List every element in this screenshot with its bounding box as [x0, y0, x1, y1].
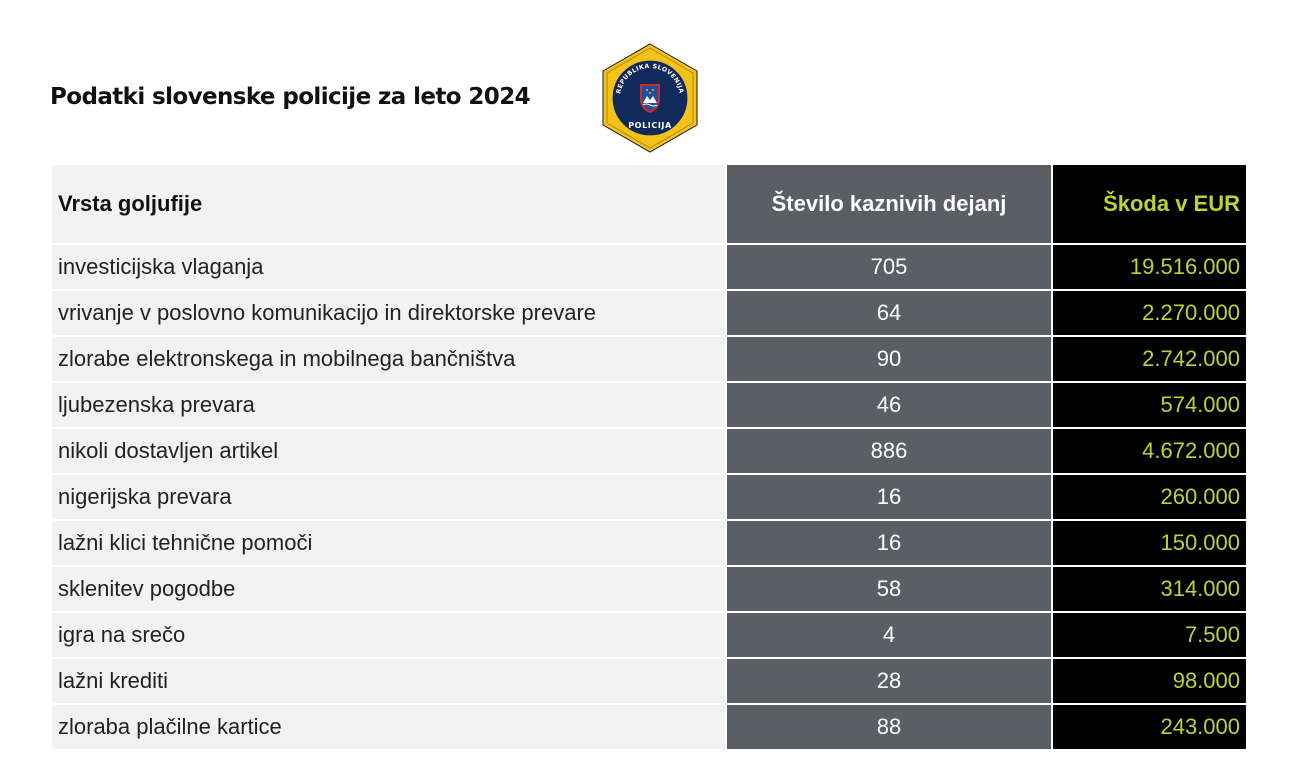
damage-cell: 2.270.000: [1052, 290, 1246, 336]
fraud-statistics-table: [52, 165, 1246, 749]
table-header-row: [52, 165, 1246, 244]
fraud-type-cell: zloraba plačilne kartice: [52, 704, 726, 749]
table-row: [52, 428, 1246, 474]
damage-cell: 314.000: [1052, 566, 1246, 612]
column-header-damage-eur: Škoda v EUR: [1052, 165, 1246, 244]
table-row: [52, 566, 1246, 612]
offense-count-cell: 58: [726, 566, 1052, 612]
fraud-type-cell: investicijska vlaganja: [52, 244, 726, 290]
column-header-fraud-type: Vrsta goljufije: [52, 165, 726, 244]
table-row: [52, 658, 1246, 704]
offense-count-cell: 16: [726, 520, 1052, 566]
fraud-type-cell: igra na srečo: [52, 612, 726, 658]
page-title: Podatki slovenske policije za leto 2024: [50, 84, 530, 110]
damage-cell: 98.000: [1052, 658, 1246, 704]
svg-text:POLICIJA: POLICIJA: [628, 121, 672, 130]
table-row: [52, 612, 1246, 658]
table-row: [52, 382, 1246, 428]
offense-count-cell: 886: [726, 428, 1052, 474]
damage-cell: 2.742.000: [1052, 336, 1246, 382]
svg-text:REPUBLIKA SLOVENIJA: REPUBLIKA SLOVENIJA: [615, 62, 685, 95]
police-badge-icon: [601, 43, 699, 153]
table-row: [52, 244, 1246, 290]
damage-cell: 574.000: [1052, 382, 1246, 428]
fraud-type-cell: lažni klici tehnične pomoči: [52, 520, 726, 566]
table-row: [52, 520, 1246, 566]
offense-count-cell: 4: [726, 612, 1052, 658]
offense-count-cell: 705: [726, 244, 1052, 290]
damage-cell: 4.672.000: [1052, 428, 1246, 474]
fraud-type-cell: nigerijska prevara: [52, 474, 726, 520]
column-header-offense-count: Število kaznivih dejanj: [726, 165, 1052, 244]
damage-cell: 243.000: [1052, 704, 1246, 749]
offense-count-cell: 46: [726, 382, 1052, 428]
table-row: [52, 704, 1246, 749]
damage-cell: 7.500: [1052, 612, 1246, 658]
fraud-type-cell: nikoli dostavljen artikel: [52, 428, 726, 474]
offense-count-cell: 16: [726, 474, 1052, 520]
table-row: [52, 474, 1246, 520]
fraud-type-cell: ljubezenska prevara: [52, 382, 726, 428]
damage-cell: 19.516.000: [1052, 244, 1246, 290]
offense-count-cell: 64: [726, 290, 1052, 336]
fraud-type-cell: zlorabe elektronskega in mobilnega bančništva: [52, 336, 726, 382]
fraud-type-cell: sklenitev pogodbe: [52, 566, 726, 612]
offense-count-cell: 88: [726, 704, 1052, 749]
fraud-type-cell: vrivanje v poslovno komunikacijo in direktorske prevare: [52, 290, 726, 336]
fraud-type-cell: lažni krediti: [52, 658, 726, 704]
table-row: [52, 336, 1246, 382]
police-badge-logo: [601, 43, 699, 153]
table-row: [52, 290, 1246, 336]
offense-count-cell: 28: [726, 658, 1052, 704]
damage-cell: 150.000: [1052, 520, 1246, 566]
damage-cell: 260.000: [1052, 474, 1246, 520]
offense-count-cell: 90: [726, 336, 1052, 382]
